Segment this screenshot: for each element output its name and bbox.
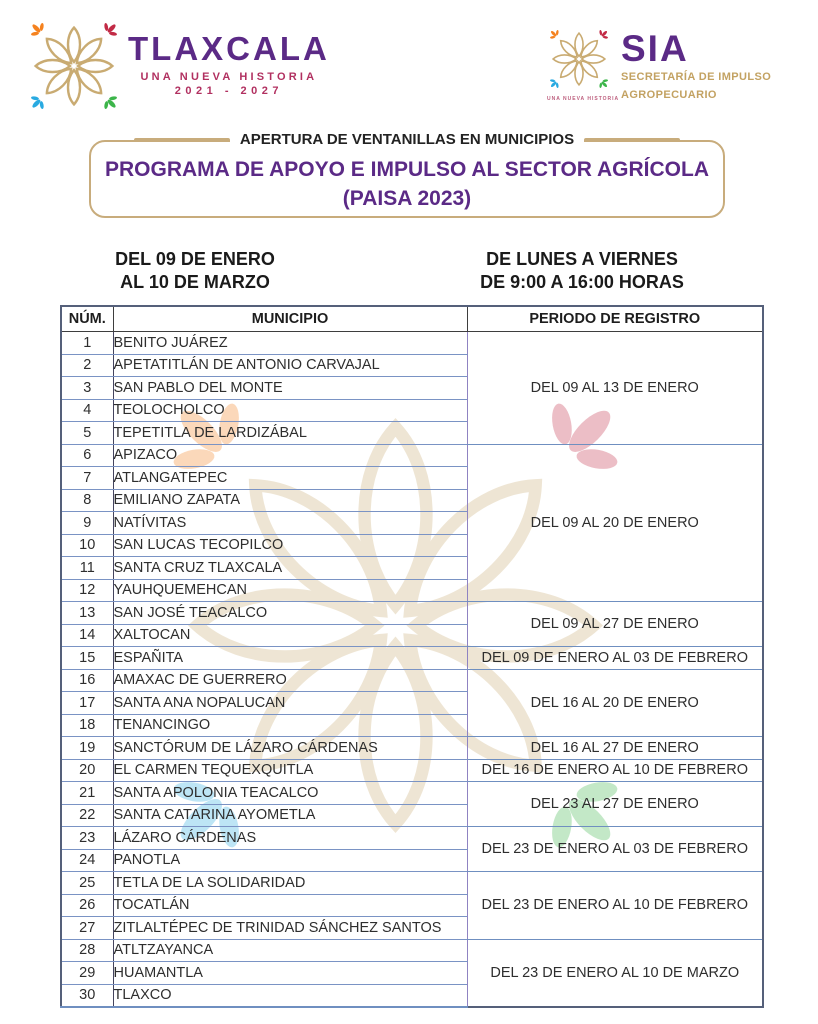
municipality-cell: SANTA ANA NOPALUCAN: [113, 692, 467, 715]
municipality-cell: APIZACO: [113, 444, 467, 467]
table-row: [61, 669, 763, 692]
table-header-row: [61, 306, 763, 332]
row-number-cell: 7: [61, 467, 113, 490]
program-subtitle: (PAISA 2023): [342, 186, 472, 210]
row-number-cell: 26: [61, 894, 113, 917]
municipality-cell: TOCATLÁN: [113, 894, 467, 917]
period-cell: DEL 23 DE ENERO AL 10 DE FEBRERO: [467, 872, 763, 940]
municipality-cell: YAUHQUEMEHCAN: [113, 579, 467, 602]
table-row: [61, 602, 763, 625]
sia-logo: [547, 28, 771, 103]
service-hours: [442, 248, 722, 293]
row-number-cell: 14: [61, 624, 113, 647]
date-range: [95, 248, 295, 293]
row-number-cell: 20: [61, 759, 113, 782]
eyebrow-text: APERTURA DE VENTANILLAS EN MUNICIPIOS: [230, 131, 584, 148]
title-box-eyebrow: [91, 131, 723, 148]
municipality-cell: AMAXAC DE GUERRERO: [113, 669, 467, 692]
service-hours-line1: DE LUNES A VIERNES: [486, 249, 678, 269]
row-number-cell: 1: [61, 332, 113, 355]
municipality-cell: SANTA CRUZ TLAXCALA: [113, 557, 467, 580]
table-row: [61, 939, 763, 962]
period-cell: DEL 09 AL 27 DE ENERO: [467, 602, 763, 647]
municipality-cell: SANTA CATARINA AYOMETLA: [113, 804, 467, 827]
row-number-cell: 28: [61, 939, 113, 962]
row-number-cell: 19: [61, 737, 113, 760]
row-number-cell: 12: [61, 579, 113, 602]
period-cell: DEL 09 AL 20 DE ENERO: [467, 444, 763, 602]
municipality-cell: LÁZARO CÁRDENAS: [113, 827, 467, 850]
table-row: [61, 782, 763, 805]
municipality-cell: SAN LUCAS TECOPILCO: [113, 534, 467, 557]
header-num: NÚM.: [61, 306, 113, 332]
municipality-cell: SAN JOSÉ TEACALCO: [113, 602, 467, 625]
header-periodo: PERIODO DE REGISTRO: [467, 306, 763, 332]
period-cell: DEL 23 DE ENERO AL 10 DE MARZO: [467, 939, 763, 1007]
date-range-line2: AL 10 DE MARZO: [120, 271, 270, 292]
tlaxcala-logo: [28, 20, 330, 112]
eyebrow-line-left: [134, 138, 230, 142]
row-number-cell: 4: [61, 399, 113, 422]
period-cell: DEL 09 AL 13 DE ENERO: [467, 332, 763, 445]
row-number-cell: 3: [61, 377, 113, 400]
table-row: [61, 647, 763, 670]
sia-flower-icon: [548, 28, 610, 90]
header-municipio: MUNICIPIO: [113, 306, 467, 332]
period-cell: DEL 09 DE ENERO AL 03 DE FEBRERO: [467, 647, 763, 670]
row-number-cell: 29: [61, 962, 113, 985]
sia-name-line2: AGROPECUARIO: [621, 88, 717, 101]
eyebrow-line-right: [584, 138, 680, 142]
period-cell: DEL 16 DE ENERO AL 10 DE FEBRERO: [467, 759, 763, 782]
period-cell: DEL 23 DE ENERO AL 03 DE FEBRERO: [467, 827, 763, 872]
municipality-cell: TENANCINGO: [113, 714, 467, 737]
municipality-cell: TLAXCO: [113, 984, 467, 1007]
municipality-cell: BENITO JUÁREZ: [113, 332, 467, 355]
period-cell: DEL 23 AL 27 DE ENERO: [467, 782, 763, 827]
municipality-table: [60, 305, 764, 1008]
row-number-cell: 10: [61, 534, 113, 557]
municipality-cell: SANTA APOLONIA TEACALCO: [113, 782, 467, 805]
row-number-cell: 15: [61, 647, 113, 670]
municipality-cell: PANOTLA: [113, 849, 467, 872]
municipality-cell: EMILIANO ZAPATA: [113, 489, 467, 512]
municipality-cell: SAN PABLO DEL MONTE: [113, 377, 467, 400]
row-number-cell: 22: [61, 804, 113, 827]
row-number-cell: 27: [61, 917, 113, 940]
municipality-cell: NATÍVITAS: [113, 512, 467, 535]
municipality-cell: XALTOCAN: [113, 624, 467, 647]
row-number-cell: 24: [61, 849, 113, 872]
tlaxcala-years: 2021 - 2027: [174, 85, 284, 97]
row-number-cell: 11: [61, 557, 113, 580]
row-number-cell: 2: [61, 354, 113, 377]
service-hours-line2: DE 9:00 A 16:00 HORAS: [480, 271, 684, 292]
period-cell: DEL 16 AL 27 DE ENERO: [467, 737, 763, 760]
tlaxcala-tagline: UNA NUEVA HISTORIA: [140, 71, 318, 83]
municipality-cell: ESPAÑITA: [113, 647, 467, 670]
row-number-cell: 8: [61, 489, 113, 512]
row-number-cell: 16: [61, 669, 113, 692]
municipality-cell: ATLTZAYANCA: [113, 939, 467, 962]
date-range-line1: DEL 09 DE ENERO: [115, 249, 275, 269]
municipality-cell: HUAMANTLA: [113, 962, 467, 985]
row-number-cell: 25: [61, 872, 113, 895]
table-row: [61, 827, 763, 850]
tlaxcala-wordmark: TLAXCALA: [128, 30, 330, 67]
row-number-cell: 30: [61, 984, 113, 1007]
table-row: [61, 332, 763, 355]
row-number-cell: 21: [61, 782, 113, 805]
municipality-cell: EL CARMEN TEQUEXQUITLA: [113, 759, 467, 782]
table-row: [61, 759, 763, 782]
row-number-cell: 23: [61, 827, 113, 850]
title-box: [89, 131, 725, 218]
row-number-cell: 5: [61, 422, 113, 445]
table-row: [61, 872, 763, 895]
municipality-cell: APETATITLÁN DE ANTONIO CARVAJAL: [113, 354, 467, 377]
municipality-cell: SANCTÓRUM DE LÁZARO CÁRDENAS: [113, 737, 467, 760]
sia-acronym: SIA: [621, 28, 689, 69]
table-row: [61, 737, 763, 760]
sia-tagline: UNA NUEVA HISTORIA: [547, 96, 620, 102]
row-number-cell: 18: [61, 714, 113, 737]
row-number-cell: 13: [61, 602, 113, 625]
table-row: [61, 444, 763, 467]
program-title: PROGRAMA DE APOYO E IMPULSO AL SECTOR AGRÍCOLA: [105, 158, 709, 181]
sia-name-line1: SECRETARÍA DE IMPULSO: [621, 71, 772, 83]
period-cell: DEL 16 AL 20 DE ENERO: [467, 669, 763, 737]
row-number-cell: 17: [61, 692, 113, 715]
row-number-cell: 9: [61, 512, 113, 535]
row-number-cell: 6: [61, 444, 113, 467]
municipality-cell: ZITLALTÉPEC DE TRINIDAD SÁNCHEZ SANTOS: [113, 917, 467, 940]
tlaxcala-flower-icon: [28, 20, 120, 112]
municipality-cell: ATLANGATEPEC: [113, 467, 467, 490]
municipality-cell: TEOLOCHOLCO: [113, 399, 467, 422]
municipality-cell: TEPETITLA DE LARDIZÁBAL: [113, 422, 467, 445]
municipality-cell: TETLA DE LA SOLIDARIDAD: [113, 872, 467, 895]
